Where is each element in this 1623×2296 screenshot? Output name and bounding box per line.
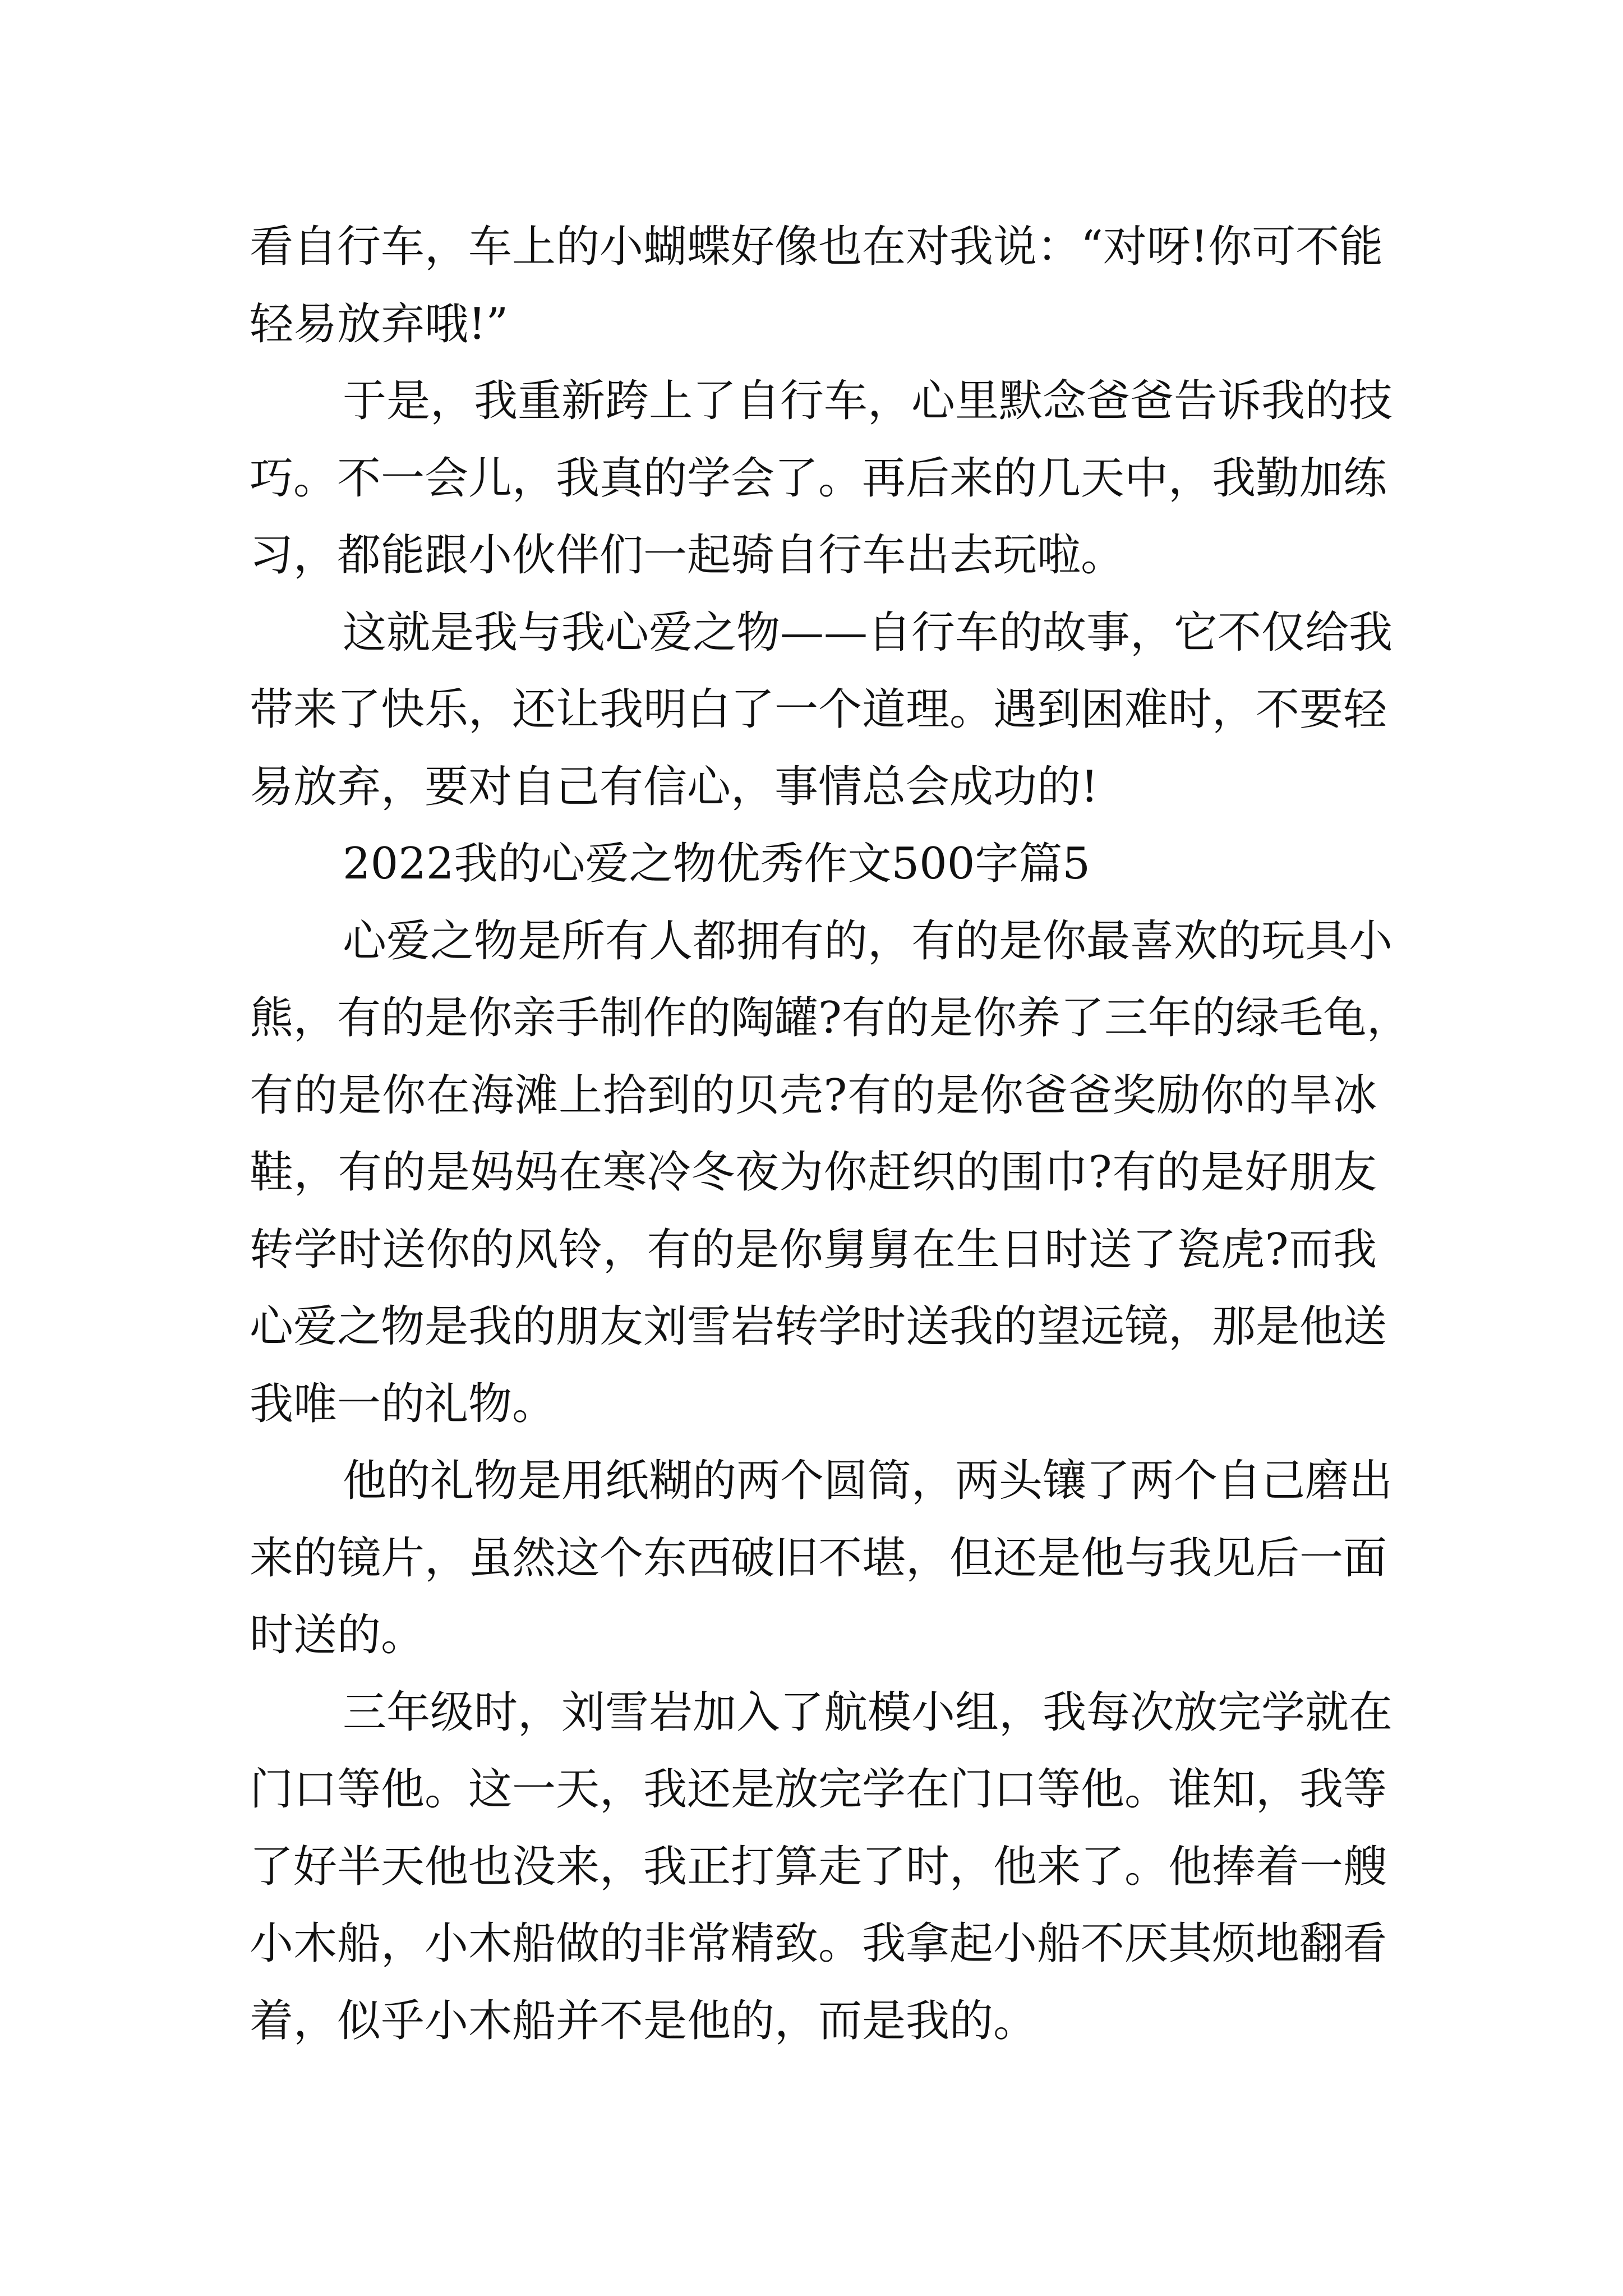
text-line: 转学时送你的风铃，有的是你舅舅在生日时送了瓷虎?而我 xyxy=(250,1224,1377,1275)
text-line: 易放弃，要对自己有信心，事情总会成功的! xyxy=(250,761,1099,812)
text-line: 门口等他。这一天，我还是放完学在门口等他。谁知，我等 xyxy=(250,1764,1387,1815)
text-line: 鞋，有的是妈妈在寒冷冬夜为你赶织的围巾?有的是好朋友 xyxy=(250,1147,1377,1198)
text-line: 心爱之物是我的朋友刘雪岩转学时送我的望远镜，那是他送 xyxy=(250,1301,1387,1352)
text-line: 看自行车，车上的小蝴蝶好像也在对我说：“对呀!你可不能 xyxy=(250,222,1384,272)
text-line: 有的是你在海滩上拾到的贝壳?有的是你爸爸奖励你的旱冰 xyxy=(250,1070,1377,1121)
text-line: 巧。不一会儿，我真的学会了。再后来的几天中，我勤加练 xyxy=(250,453,1387,504)
paragraph-start-line: 他的礼物是用纸糊的两个圆筒，两头镶了两个自己磨出 xyxy=(343,1456,1393,1506)
text-line: 了好半天他也没来，我正打算走了时，他来了。他捧着一艘 xyxy=(250,1841,1387,1892)
paragraph-start-line: 于是，我重新跨上了自行车，心里默念爸爸告诉我的技 xyxy=(343,376,1393,426)
text-line: 时送的。 xyxy=(250,1610,425,1660)
paragraph-start-line: 三年级时，刘雪岩加入了航模小组，我每次放完学就在 xyxy=(343,1687,1393,1738)
text-line: 着，似乎小木船并不是他的，而是我的。 xyxy=(250,1995,1038,2046)
essay-body xyxy=(250,209,1410,2060)
paragraph-start-line: 心爱之物是所有人都拥有的，有的是你最喜欢的玩具小 xyxy=(343,915,1393,967)
paragraph-start-line: 这就是我与我心爱之物——自行车的故事，它不仅给我 xyxy=(343,607,1393,658)
text-line: 我唯一的礼物。 xyxy=(250,1378,556,1429)
text-line: 熊，有的是你亲手制作的陶罐?有的是你养了三年的绿毛龟， xyxy=(250,993,1410,1043)
text-line: 轻易放弃哦!” xyxy=(250,298,509,349)
text-line: 带来了快乐，还让我明白了一个道理。遇到困难时，不要轻 xyxy=(250,684,1387,735)
section-heading: 2022我的心爱之物优秀作文500字篇5 xyxy=(343,839,1091,889)
text-line: 小木船，小木船做的非常精致。我拿起小船不厌其烦地翻看 xyxy=(250,1918,1387,1969)
text-line: 习，都能跟小伙伴们一起骑自行车出去玩啦。 xyxy=(250,530,1125,581)
text-line: 来的镜片，虽然这个东西破旧不堪，但还是他与我见后一面 xyxy=(250,1533,1387,1584)
